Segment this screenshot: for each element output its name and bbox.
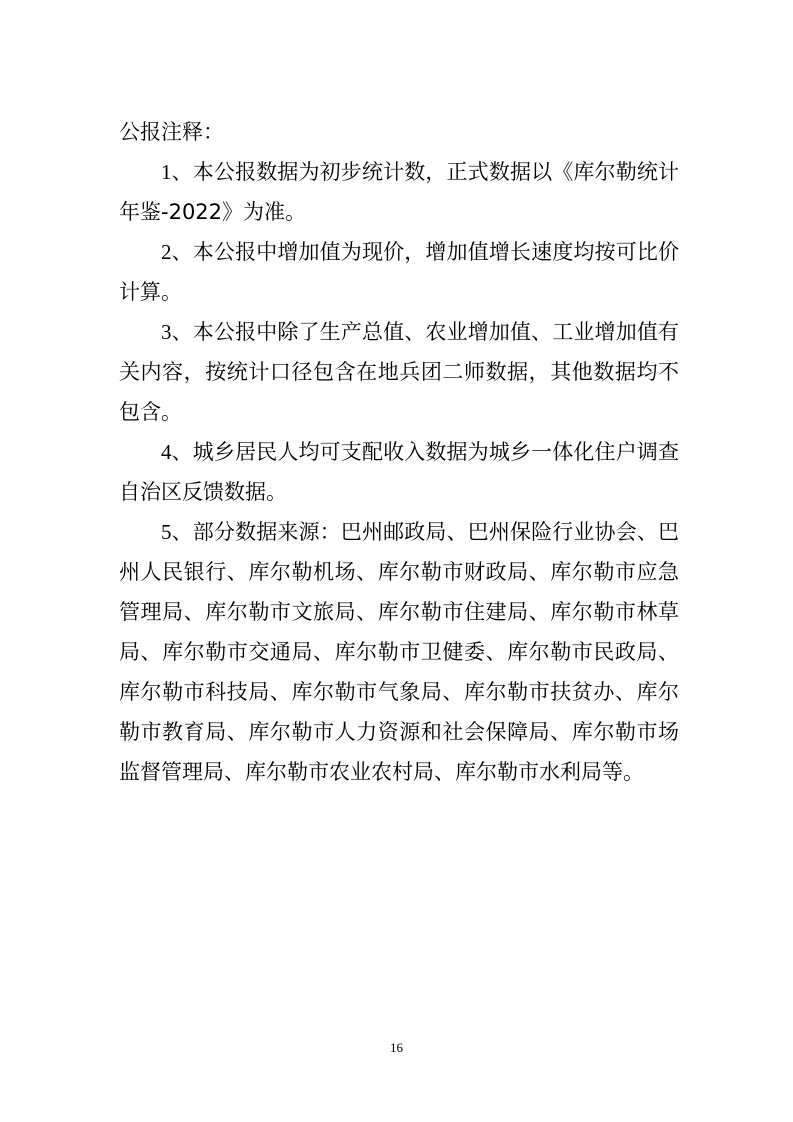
note-3: [119, 312, 679, 432]
note-number: 5: [161, 520, 172, 544]
note-number: 3: [161, 320, 172, 344]
note-2: [119, 232, 679, 312]
notes-heading: 公报注释：: [119, 120, 224, 144]
note-text: 、本公报中除了生产总值、农业增加值、工业增加值有关内容，按统计口径包含在地兵团二师数据，其他数据均不包含。: [119, 320, 679, 424]
note-number: 4: [161, 440, 172, 464]
note-text: 、部分数据来源：巴州邮政局、巴州保险行业协会、巴州人民银行、库尔勒机场、库尔勒市财政局、库尔勒市应急管理局、库尔勒市文旅局、库尔勒市住建局、库尔勒市林草局、库尔勒市交通局、库尔勒市卫健委、库尔勒市民政局、库尔勒市科技局、库尔勒市气象局、库尔勒市扶贫办、库尔勒市教育局、库尔勒市人力资源和社会保障局、库尔勒市场监督管理局、库尔勒市农业农村局、库尔勒市水利局等。: [119, 520, 679, 784]
note-4: [119, 432, 679, 512]
document-body: [119, 112, 679, 792]
page-number: 16: [390, 1040, 403, 1055]
note-number: 2: [161, 240, 172, 264]
note-1: [119, 152, 679, 232]
note-text: 、本公报中增加值为现价，增加值增长速度均按可比价计算。: [119, 240, 679, 304]
note-number: 1: [161, 160, 172, 184]
note-text: 、城乡居民人均可支配收入数据为城乡一体化住户调查自治区反馈数据。: [119, 440, 679, 504]
note-text: 、本公报数据为初步统计数，正式数据以《库尔勒统计年鉴-2022》为准。: [119, 160, 679, 224]
note-5: [119, 512, 679, 792]
